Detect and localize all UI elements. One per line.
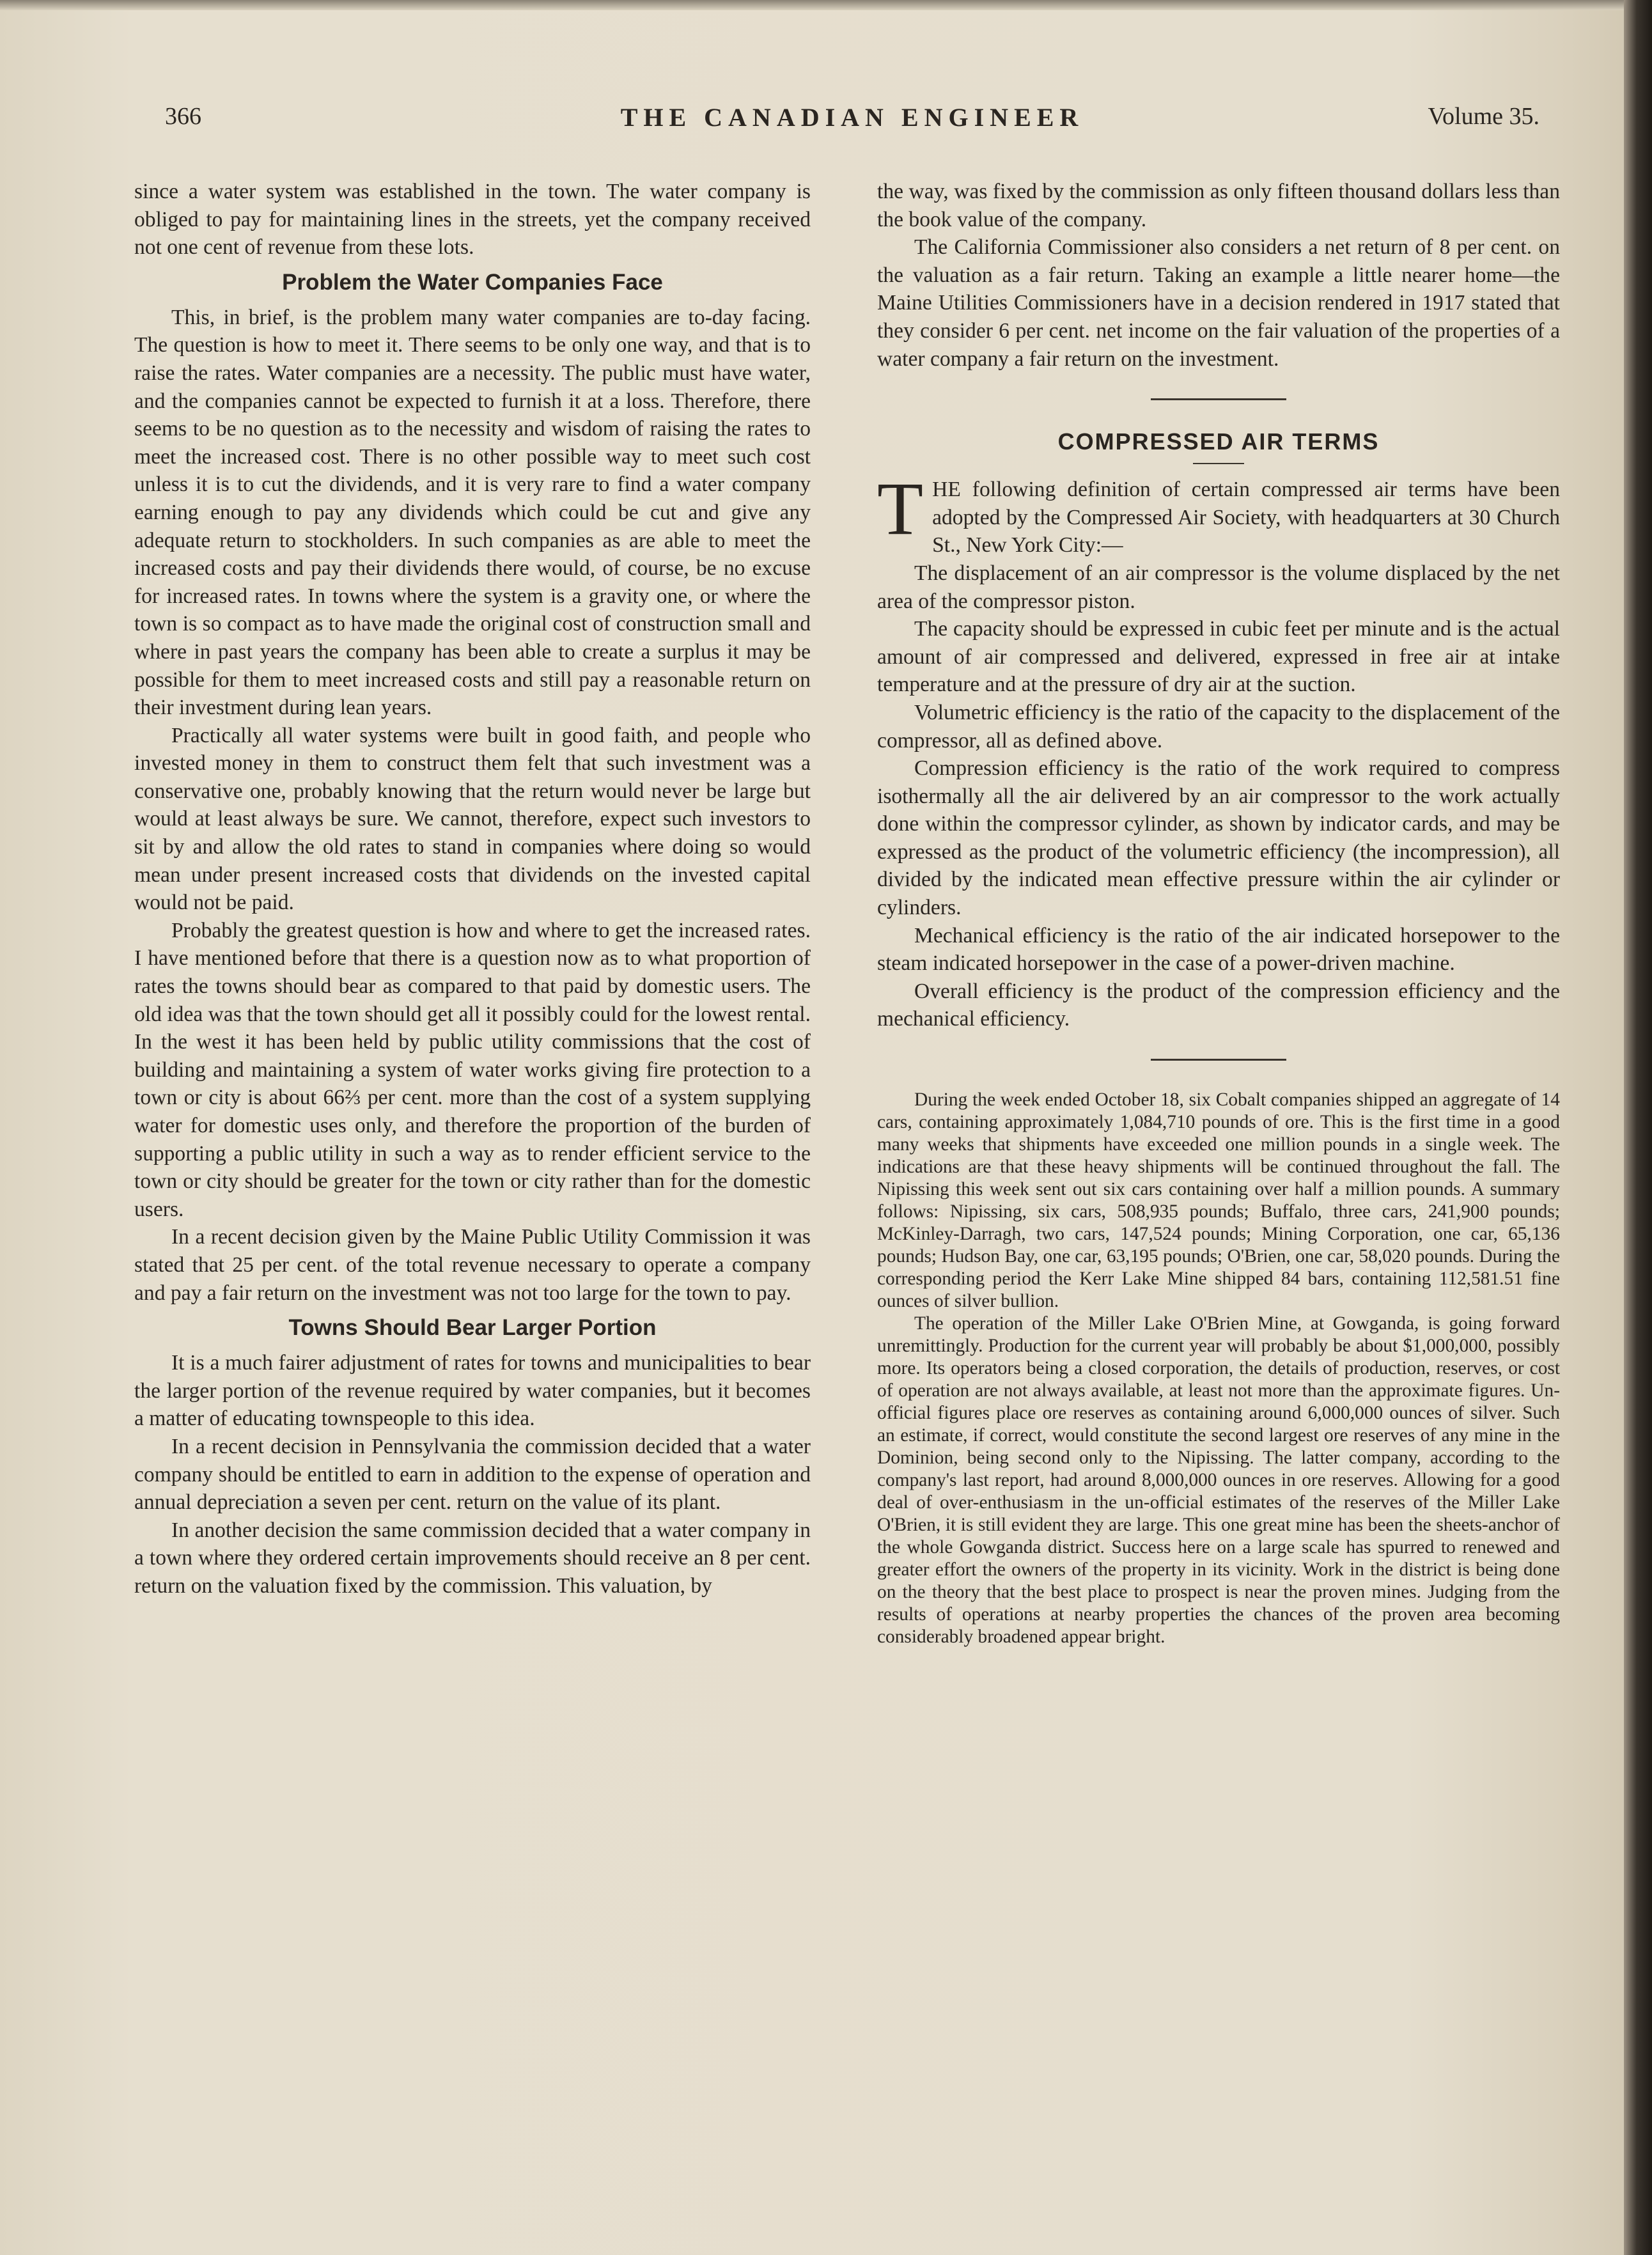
paragraph: It is a much fairer adjustment of rates for towns and municipalities to bear the larger portion of the revenue required by water companies, but it becomes a matter of educating townspeople to this idea. (134, 1351, 811, 1431)
paragraph: Probably the greatest question is how and where to get the increased rates. I have mentioned before that there is a question now as to what proportion of rates the towns should bear as compared to that paid by domestic users. The old idea was that the town should get all it possibly could for the lowest rental. In the west it has been held by public utility commissions that the cost of building and maintaining a system of water works giving fire protection to a town or city is about 66⅔ per cent. more than the cost of a system supplying water for domestic uses only, and therefore the proportion of the burden of supporting a public utility in such a way as to render efficient service to the town or city should be greater for the town or city rather than for the domestic users. (134, 918, 811, 1221)
paragraph: In a recent decision given by the Maine Public Utility Commission it was stated that 25 per cent. of the total revenue necessary to operate a company and pay a fair return on the investment was not too large for the town to pay. (134, 1225, 811, 1305)
journal-title: THE CANADIAN ENGINEER (620, 103, 1084, 132)
article-title: COMPRESSED AIR TERMS (1057, 428, 1380, 455)
right-column (877, 178, 1560, 1648)
definition-paragraph: Compression efficiency is the ratio of the work required to compress isothermally all the air delivered by an air compressor to the work actually done within the compressor cylinder, as shown by indicator cards, and may be expressed as the product of the volumetric efficiency (the incompression), all divided by the indicated mean effective pressure within the air cylinder or cylinders. (877, 756, 1560, 920)
page-top-edge (0, 0, 1624, 10)
definition-paragraph: The capacity should be expressed in cubic feet per minute and is the actual amount of air compressed and delivered, expressed in free air at intake temperature and at the pressure of dry air at the suction. (877, 617, 1560, 697)
left-column (134, 178, 811, 1600)
paragraph: The California Commissioner also considers a net return of 8 per cent. on the valuation as a fair return. Taking an example a little nearer home—the Maine Utilities Commissioners have in a decision rendered in 1917 stated that they consider 6 per cent. net income on the fair valuation of the properties of a water company a fair return on the investment. (877, 235, 1560, 371)
paragraph: since a water system was established in the town. The water company is obliged to pay for maintaining lines in the streets, yet the company received not one cent of revenue from these lots. (134, 180, 811, 260)
paragraph: In a recent decision in Pennsylvania the commission decided that a water company should be entitled to earn in addition to the expense of operation and annual depreciation a seven per cent. return on the value of its plant. (134, 1434, 811, 1515)
section-heading: Towns Should Bear Larger Portion (288, 1315, 657, 1341)
paragraph: In another decision the same commission decided that a water company in a town where they ordered certain improvements should receive an 8 per cent. return on the valuation fixed by the commission. This valuation, by (134, 1518, 811, 1598)
paragraph: Practically all water systems were built in good faith, and people who invested money in them to construct them felt that such investment was a conservative one, probably knowing that the return would never be large but would at least always be sure. We cannot, therefore, expect such investors to sit by and allow the old rates to stand in companies where doing so would mean under present increased costs that dividends on the invested capital would not be paid. (134, 723, 811, 915)
definition-paragraph: The displacement of an air compressor is the volume displaced by the net area of the compressor piston. (877, 561, 1560, 613)
page-number: 366 (165, 103, 201, 130)
news-paragraph: The operation of the Miller Lake O'Brien Mine, at Gowganda, is going forward unremittingly. Production for the current year will probably be about $1,000,000, possibly more. Its operators being a closed corporation, the details of production, reserves, or cost of operation are not always available, at least not more than the approximate figures. Un-official figures place ore reserves as containing around 6,000,000 ounces of silver. Such an estimate, if correct, would constitute the second largest ore reserves of any mine in the Dominion, being second only to the Nipissing. The latter company, according to the company's last report, had around 8,000,000 ounces in ore reserves. Allowing for a good deal of over-enthusiasm in the un-official estimates of the reserves of the Miller Lake O'Brien, it is still evident they are large. This one great mine has been the sheets-anchor of the whole Gowganda district. Success here on a large scale has spurred to renewed and greater effort the owners of the property in its vicinity. Work in the district is being done on the theory that the best place to prospect is near the proven mines. Judging from the results of operations at nearby properties the chances of the proven area becoming considerably broadened appear bright. (877, 1313, 1560, 1648)
mining-news (877, 1089, 1560, 1648)
definition-paragraph: Overall efficiency is the product of the compression efficiency and the mechanical efficiency. (877, 979, 1560, 1031)
section-heading: Problem the Water Companies Face (282, 269, 663, 295)
definition-paragraph: Volumetric efficiency is the ratio of the capacity to the displacement of the compressor, all as defined above. (877, 700, 1560, 753)
section-divider (1151, 398, 1286, 400)
definition-paragraph: Mechanical efficiency is the ratio of the air indicated horsepower to the steam indicated horsepower in the case of a power-driven machine. (877, 923, 1560, 976)
title-rule (1193, 463, 1244, 464)
volume-label: Volume 35. (1428, 103, 1539, 130)
news-paragraph: During the week ended October 18, six Cobalt companies shipped an aggregate of 14 cars, containing approximately 1,084,710 pounds of ore. This is the first time in a good many weeks that shipments have exceeded one million pounds in a single week. The indications are that these heavy shipments will be continued throughout the fall. The Nipissing this week sent out six cars containing over half a million pounds. A summary follows: Nipissing, six cars, 508,935 pounds; Buffalo, three cars, 241,900 pounds; McKinley-Darragh, two cars, 147,524 pounds; Mining Corporation, one car, 65,136 pounds; Hudson Bay, one car, 63,195 pounds; O'Brien, one car, 58,020 pounds. During the corresponding period the Kerr Lake Mine shipped 84 bars, containing 112,581.51 fine ounces of silver bullion. (877, 1089, 1560, 1312)
paragraph: This, in brief, is the problem many water companies are to-day facing. The question is how to meet it. There seems to be only one way, and that is to raise the rates. Water companies are a necessity. The public must have water, and the companies cannot be expected to furnish it at a loss. Therefore, there seems to be no question as to the necessity and wisdom of raising the rates to meet the increased cost. There is no other possible way to meet such cost unless it is to cut the dividends, and it is very rare to find a water company earning enough to pay any dividends which could be cut and give any adequate return to stockholders. In such companies as are able to meet the increased costs and pay their dividends there would, of course, be no excuse for increased rates. In towns where the system is a gravity one, or where the town is so compact as to have made the original cost of construction small and where in past years the company has been able to create a surplus it may be possible for them to meet increased costs and still pay a reasonable return on their investment during lean years. (134, 305, 811, 720)
paragraph: HE following definition of certain compressed air terms have been adopted by the Compressed Air Society, with headquarters at 30 Church St., New York City:— (932, 478, 1560, 558)
book-binding-edge (1624, 0, 1652, 2255)
article-intro (877, 467, 1560, 559)
paragraph: the way, was fixed by the commission as only fifteen thousand dollars less than the book value of the company. (877, 180, 1560, 231)
drop-cap: T (877, 467, 924, 551)
section-divider (1151, 1059, 1286, 1061)
running-header (165, 102, 1539, 141)
